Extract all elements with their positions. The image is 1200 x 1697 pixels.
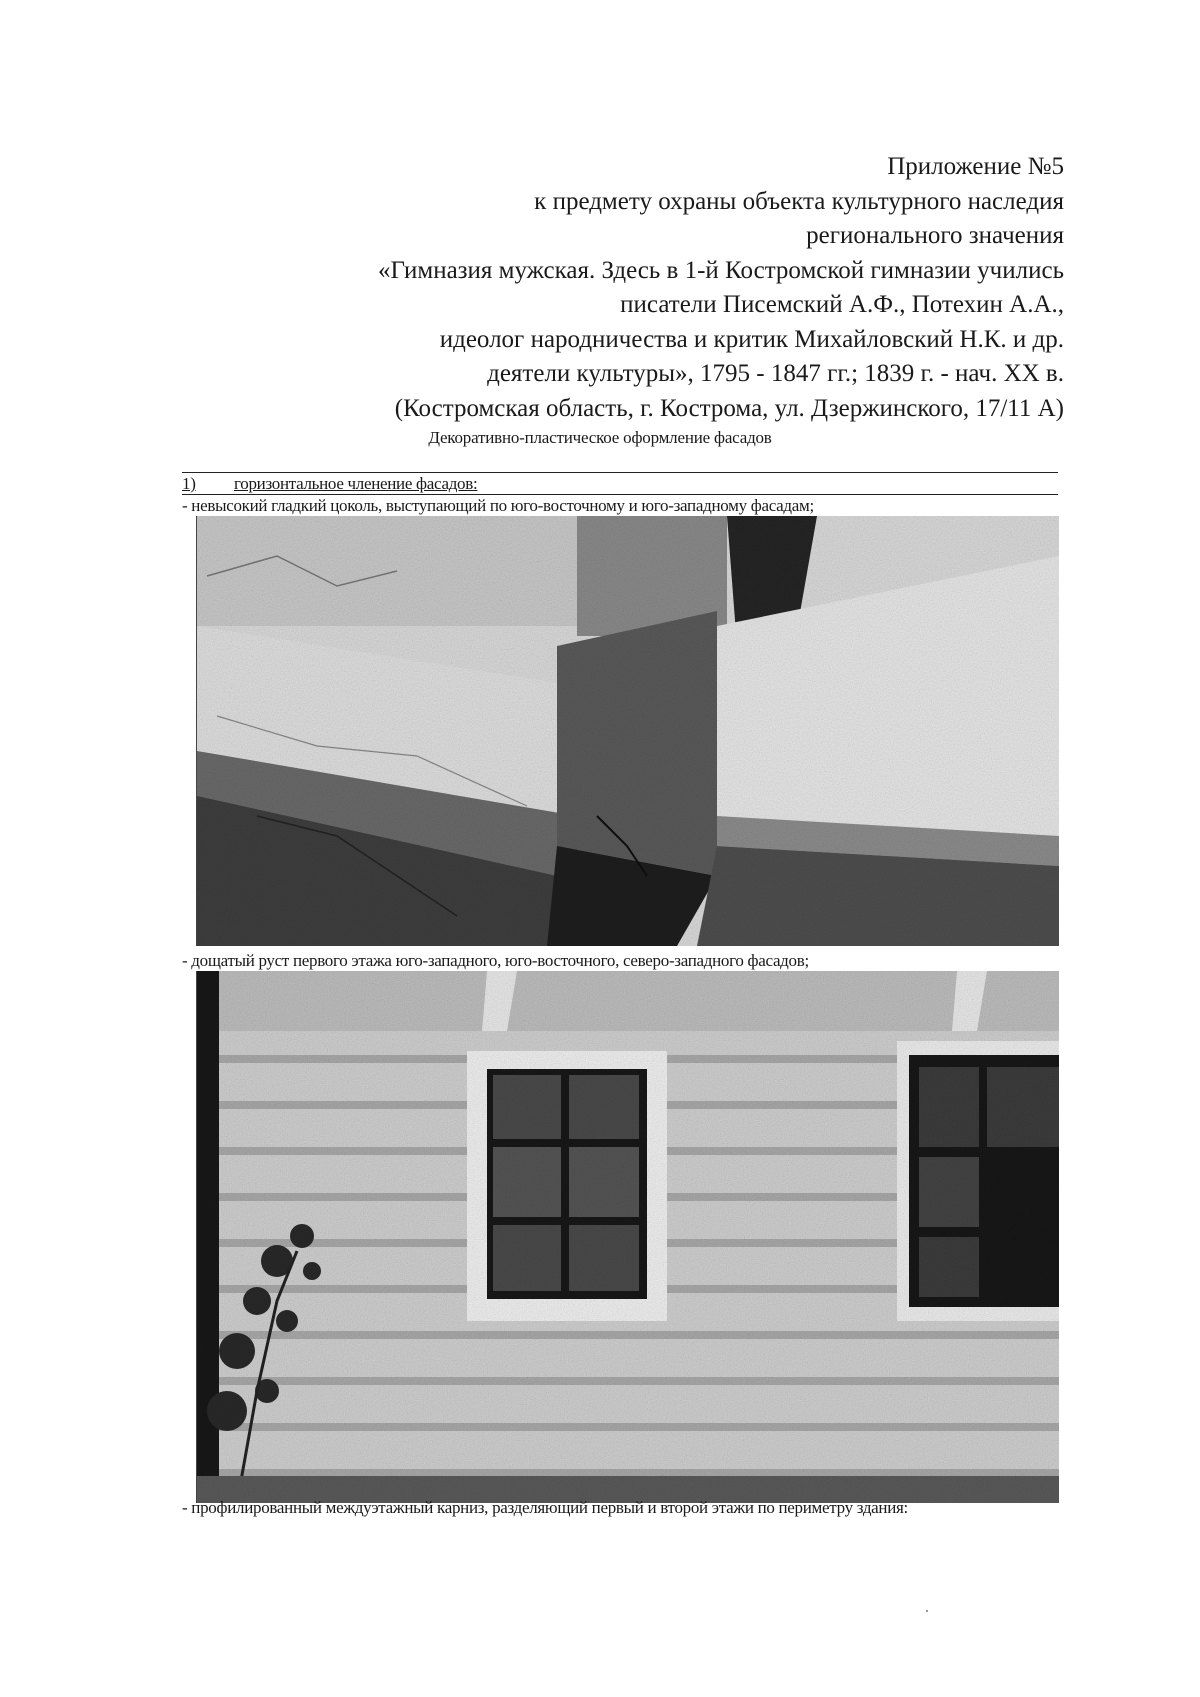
caption-rustication: - дощатый руст первого этажа юго-западного, юго-восточного, северо-западного фасадов;: [182, 951, 809, 970]
photo-plinth: [196, 516, 1059, 946]
list-item-1: [182, 473, 1058, 494]
document-header: [378, 150, 1064, 426]
scan-speck: [926, 1610, 928, 1612]
header-line: «Гимназия мужская. Здесь в 1-й Костромской гимназии учились: [378, 256, 1064, 284]
section-title: Декоративно-пластическое оформление фасадов: [428, 428, 772, 447]
photo-rustication: [196, 971, 1059, 1503]
list-item-text: горизонтальное членение фасадов:: [234, 474, 478, 493]
header-line: к предмету охраны объекта культурного наследия: [534, 187, 1064, 215]
list-item-number: 1): [182, 474, 196, 493]
header-line: (Костромская область, г. Кострома, ул. Дзержинского, 17/11 А): [394, 394, 1064, 422]
header-line: деятели культуры», 1795 - 1847 гг.; 1839 г. - нач. XX в.: [487, 360, 1064, 387]
header-line: Приложение №5: [887, 153, 1064, 180]
caption-plinth: - невысокий гладкий цоколь, выступающий по юго-восточному и юго-западному фасадам;: [182, 496, 814, 515]
caption-cornice: - профилированный междуэтажный карниз, разделяющий первый и второй этажи по периметру здания:: [182, 1498, 908, 1517]
header-line: писатели Писемский А.Ф., Потехин А.А.,: [620, 291, 1064, 318]
photo-rustication-image: [197, 971, 1059, 1503]
header-line: регионального значения: [806, 222, 1064, 249]
photo-plinth-image: [197, 516, 1059, 946]
header-line: идеолог народничества и критик Михайловский Н.К. и др.: [439, 325, 1064, 353]
facade-elements-table: [182, 472, 1058, 1503]
